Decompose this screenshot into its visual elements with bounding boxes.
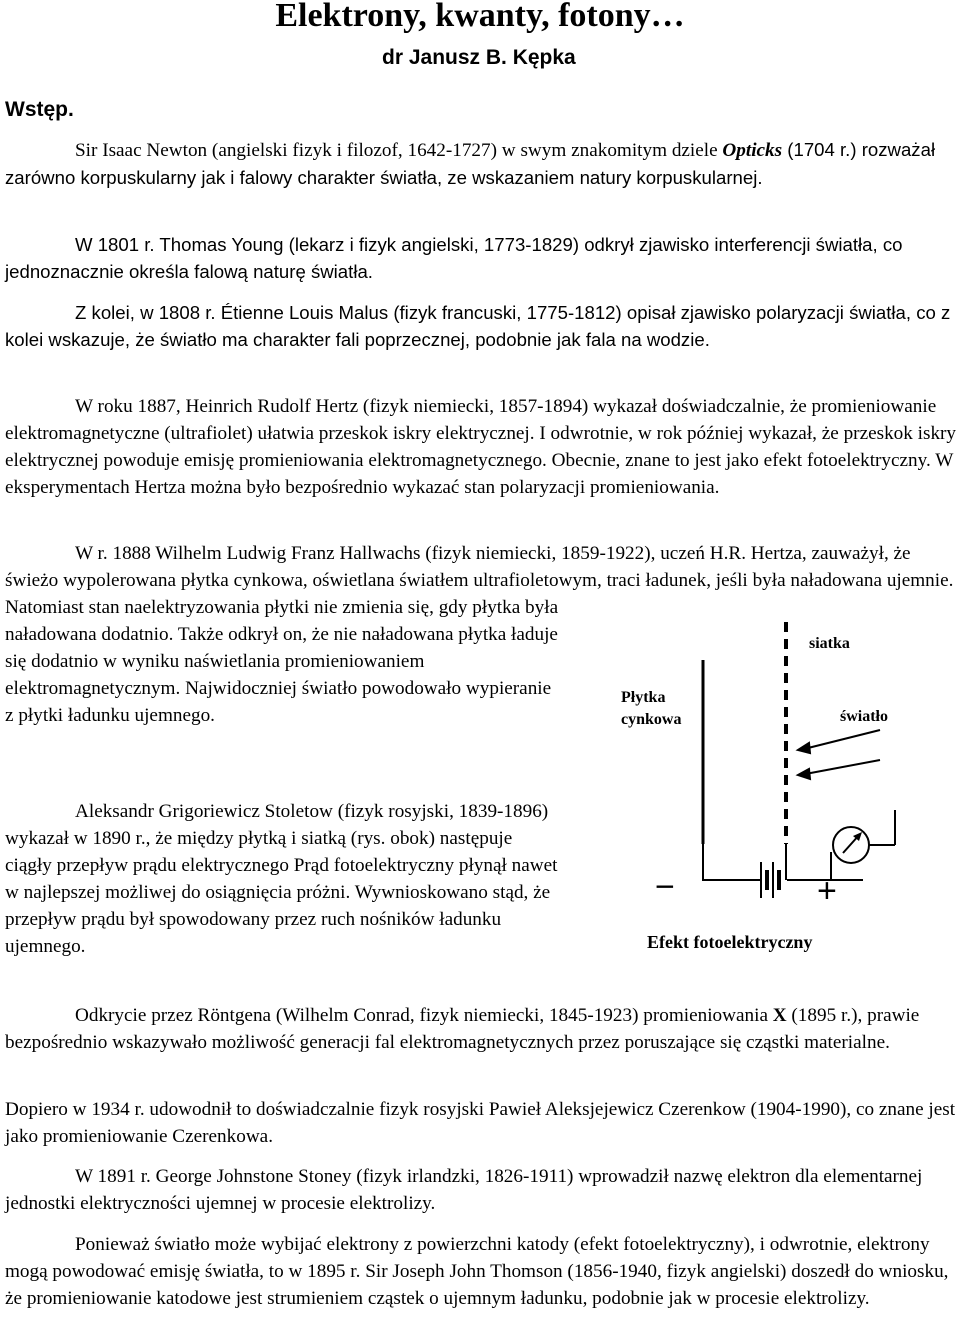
paragraph-young: W 1801 r. Thomas Young (lekarz i fizyk angielski, 1773-1829) odkrył zjawisko interferencji światła, co jednoznacznie określa falową naturę światła. [5,234,903,282]
paragraph-stoletow: Aleksandr Grigoriewicz Stoletow (fizyk rosyjski, 1839-1896) wykazał w 1890 r., że między płytką i siatką (rys. obok) następuje ciągły przepływ prądu elektrycznego Prąd fotoelektryczny płynął nawet w najlepszej możliwej do osiągnięcia próżni. Wywnioskowano stąd, że przepływ prądu był spowodowany przez ruch nośników ładunku ujemnego. [5,801,558,957]
label-plus: + [817,872,837,910]
paragraph-thomson: Ponieważ światło może wybijać elektrony z powierzchni katody (efekt fotoelektryczny), i odwrotnie, elektrony mogą powodować emisję światła, to w 1895 r. Sir Joseph John Thomson (1856-1940, fizyk angielski) doszedł do wniosku, że promieniowanie katodowe jest strumieniem cząstek o ujemnym ładunku, podobnie jak w procesie elektrolizy. [5,1234,949,1309]
paragraph-czerenkow: Dopiero w 1934 r. udowodnił to doświadczalnie fizyk rosyjski Pawieł Aleksjejewicz Czerenkow (1904-1990), co znane jest jako promieniowanie Czerenkowa. [5,1099,956,1147]
paragraph-rontgen: Odkrycie przez Röntgena (Wilhelm Conrad, fizyk niemiecki, 1845-1923) promieniowania X (1895 r.), prawie bezpośrednio wskazywało możliwość generacji fal elektromagnetycznych przez poruszające się cząstki materialne. [5,1005,920,1053]
photoelectric-effect-figure [595,600,955,970]
paragraph-hallwachs-b: Natomiast stan naelektryzowania płytki nie zmienia się, gdy płytka była naładowana dodatnio. Także odkrył on, że nie naładowana płytka ładuje się dodatnio w wyniku naświetlania promieniowaniem elektromagnetycznym. Najwidoczniej światło powodowało wypieranie z płytki ładunku ujemnego. [5,597,559,726]
paragraph-newton: Sir Isaac Newton (angielski fizyk i filozof, 1642-1727) w swym znakomitym dziele Opticks (1704 r.) rozważał zarówno korpuskularny jak i falowy charakter światła, ze wskazaniem natury korpuskularnej. [5,139,936,188]
section-heading: Wstęp. [5,98,74,121]
label-plate-1: Płytka [621,689,666,706]
paragraph-malus: Z kolei, w 1808 r. Étienne Louis Malus (fizyk francuski, 1775-1812) opisał zjawisko polaryzacji światła, co z kolei wskazuje, że światło ma charakter fali poprzecznej, podobnie jak fala na wodzie. [5,302,951,350]
label-minus: − [655,868,675,906]
label-plate-2: cynkowa [621,711,682,728]
label-grid: siatka [809,635,850,652]
author-line: dr Janusz B. Kępka [382,46,576,69]
label-light: światło [840,708,888,725]
paragraph-hertz: W roku 1887, Heinrich Rudolf Hertz (fizyk niemiecki, 1857-1894) wykazał doświadczalnie, że promieniowanie elektromagnetyczne (ultrafiolet) ułatwia przeskok iskry elektrycznej. I odwrotnie, w rok później wykazał, że przeskok iskry elektrycznej powoduje emisję promieniowania elektromagnetycznego. Obecnie, znane to jest jako efekt fotoelektryczny. W eksperymentach Hertza można było bezpośrednio wykazać stan polaryzacji promieniowania. [5,396,957,498]
document-title: Elektrony, kwanty, fotony… [275,0,685,34]
figure-caption: Efekt fotoelektryczny [647,932,813,952]
paragraph-stoney: W 1891 r. George Johnstone Stoney (fizyk irlandzki, 1826-1911) wprowadził nazwę elektron dla elementarnej jednostki elektryczności ujemnej w procesie elektrolizy. [5,1166,923,1214]
paragraph-hallwachs-a: W r. 1888 Wilhelm Ludwig Franz Hallwachs (fizyk niemiecki, 1859-1922), uczeń H.R. Hertza, zauważył, że świeżo wypolerowana płytka cynkowa, oświetlana światłem ultrafioletowym, traci ładunek, jeśli była naładowana ujemnie. [5,543,954,591]
